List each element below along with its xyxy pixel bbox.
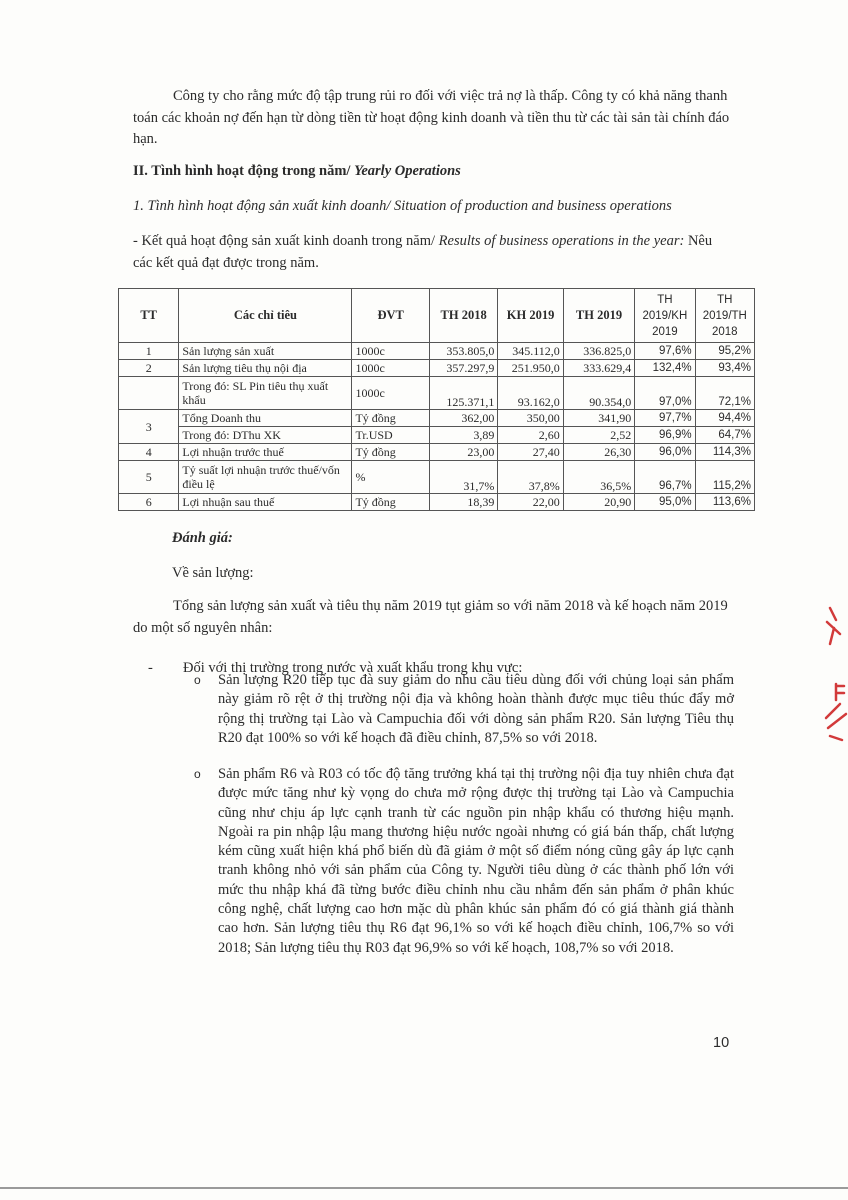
cell-indicator: Lợi nhuận sau thuế [179,494,352,511]
cell-tt: 5 [119,461,179,494]
cell-unit: 1000c [352,360,429,377]
cell-unit: % [352,461,429,494]
table-row [119,444,755,461]
cell-tt: 1 [119,343,179,360]
domestic-export-text: Đối với thị trường trong nước và xuất khẩu trong khu vực: [183,660,523,676]
header-kh2019: KH 2019 [498,289,563,343]
cell-ratio-prev: 95,2% [695,343,754,360]
header-indicator: Các chỉ tiêu [179,289,352,343]
scan-bottom-edge [0,1187,848,1189]
cell-ratio-prev: 94,4% [695,410,754,427]
cell-tt: 6 [119,494,179,511]
circle-bullet-icon: o [194,673,201,687]
page-number: 10 [713,1035,730,1051]
cell-unit: Tỷ đồng [352,410,429,427]
cell-kh2019: 251.950,0 [498,360,563,377]
table-row [119,410,755,427]
table-row [119,427,755,444]
table-row [119,377,755,410]
cell-ratio-plan: 96,9% [635,427,695,444]
cell-th2018: 125.371,1 [429,377,497,410]
cell-th2018: 362,00 [429,410,497,427]
table-row [119,461,755,494]
cell-unit: Tỷ đồng [352,494,429,511]
cell-tt: 3 [119,410,179,444]
cell-ratio-plan: 97,7% [635,410,695,427]
cell-ratio-prev: 72,1% [695,377,754,410]
cell-kh2019: 350,00 [498,410,563,427]
header-ratio-plan: TH 2019/KH 2019 [635,289,695,343]
cell-ratio-plan: 132,4% [635,360,695,377]
intro-paragraph: Công ty cho rằng mức độ tập trung rủi ro đối với việc trả nợ là thấp. Công ty có khả năng thanh toán các khoản nợ đến hạn từ dòng tiền từ hoạt động kinh doanh và tiền thu từ các tài sản tài chính đáo hạn. [133,88,730,147]
cell-kh2019: 345.112,0 [498,343,563,360]
cell-unit: Tr.USD [352,427,429,444]
cell-ratio-plan: 96,0% [635,444,695,461]
cell-indicator: Sản lượng sản xuất [179,343,352,360]
section-heading-vi: II. Tình hình hoạt động trong năm/ [133,163,355,179]
results-intro-vi: - Kết quả hoạt động sản xuất kinh doanh trong năm/ [133,233,439,249]
cell-indicator: Trong đó: DThu XK [179,427,352,444]
results-intro-en: Results of business operations in the year: [438,233,685,249]
cell-ratio-plan: 97,6% [635,343,695,360]
cell-ratio-plan: 97,0% [635,377,695,410]
table-header-row [119,289,755,343]
cell-indicator: Trong đó: SL Pin tiêu thụ xuất khẩu [179,377,352,410]
cell-th2019: 90.354,0 [563,377,634,410]
cell-unit: 1000c [352,377,429,410]
cell-ratio-prev: 64,7% [695,427,754,444]
cell-tt: 2 [119,360,179,377]
cell-ratio-prev: 115,2% [695,461,754,494]
table-row [119,494,755,511]
cell-kh2019: 27,40 [498,444,563,461]
cell-ratio-plan: 96,7% [635,461,695,494]
cell-ratio-plan: 95,0% [635,494,695,511]
header-ratio-prev: TH 2019/TH 2018 [695,289,754,343]
cell-tt: 4 [119,444,179,461]
header-tt: TT [119,289,179,343]
cell-ratio-prev: 114,3% [695,444,754,461]
cell-unit: 1000c [352,343,429,360]
cell-th2018: 23,00 [429,444,497,461]
cell-kh2019: 2,60 [498,427,563,444]
evaluation-heading: Đánh giá: [172,530,233,546]
cell-th2018: 353.805,0 [429,343,497,360]
header-unit: ĐVT [352,289,429,343]
cell-th2018: 31,7% [429,461,497,494]
dash-bullet: - [148,660,153,676]
results-intro [133,231,733,274]
subsection-heading: 1. Tình hình hoạt động sản xuất kinh doanh/ Situation of production and business operations [133,198,672,214]
circle-bullet-icon: o [194,767,201,781]
cell-th2018: 357.297,9 [429,360,497,377]
cell-th2019: 26,30 [563,444,634,461]
cell-indicator: Sản lượng tiêu thụ nội địa [179,360,352,377]
cell-th2019: 336.825,0 [563,343,634,360]
cell-indicator: Tỷ suất lợi nhuận trước thuế/vốn điều lệ [179,461,352,494]
results-intro-note: Nêu các kết quả đạt được trong năm. [133,233,713,271]
header-th2019: TH 2019 [563,289,634,343]
cell-indicator: Lợi nhuận trước thuế [179,444,352,461]
section-heading [133,163,461,180]
cell-kh2019: 22,00 [498,494,563,511]
cell-indicator: Tổng Doanh thu [179,410,352,427]
red-stamp-fragment [816,600,848,750]
cell-th2019: 341,90 [563,410,634,427]
cell-th2019: 36,5% [563,461,634,494]
cell-ratio-prev: 93,4% [695,360,754,377]
total-output-paragraph: Tổng sản lượng sản xuất và tiêu thụ năm 2019 tụt giảm so với năm 2018 và kế hoạch năm 2019 do một số nguyên nhân: [133,598,728,636]
cell-th2018: 3,89 [429,427,497,444]
table-row [119,343,755,360]
cell-th2019: 20,90 [563,494,634,511]
section-heading-en: Yearly Operations [354,163,461,179]
table-row [119,360,755,377]
cell-ratio-prev: 113,6% [695,494,754,511]
cell-unit: Tỷ đồng [352,444,429,461]
business-results-table [118,288,755,511]
cell-tt [119,377,179,410]
sub-bullet-r6-r03-text: Sản phẩm R6 và R03 có tốc độ tăng trưởng khá tại thị trường nội địa tuy nhiên chưa đạt được mức tăng như kỳ vọng do chưa mở rộng được thị trường tại Lào và Campuchia cũng như chịu áp lực cạnh tranh từ các nguồn pin nhập khẩu có thương hiệu mạnh. Ngoài ra pin nhập lậu mang thương hiệu nước ngoài nhưng có giá bán thấp, chất lượng kém cũng xuất hiện khá phổ biến dù đã giảm ở một số điểm nóng cũng gây áp lực cạnh tranh không nhỏ với sản phẩm của Công ty. Người tiêu dùng ở các thành phố lớn với mức thu nhập khá đã từng bước điều chỉnh nhu cầu nhắm đến sản phẩm ở phân khúc công nghệ, chất lượng cao hơn mặc dù phân khúc sản phẩm đó có giá thành giá thành cao hơn. Sản lượng tiêu thụ R6 đạt 96,1% so với kế hoạch điều chỉnh, 106,7% so với 2018; Sản lượng tiêu thụ R03 đạt 96,9% so với kế hoạch, 108,7% so với 2018. [218,766,734,956]
header-th2018: TH 2018 [429,289,497,343]
cell-kh2019: 93.162,0 [498,377,563,410]
cell-th2019: 333.629,4 [563,360,634,377]
cell-th2019: 2,52 [563,427,634,444]
cell-kh2019: 37,8% [498,461,563,494]
cell-th2018: 18,39 [429,494,497,511]
output-heading: Về sản lượng: [172,565,254,581]
sub-bullet-r20-text: Sản lượng R20 tiếp tục đà suy giảm do nhu cầu tiêu dùng đối với chủng loại sản phẩm này giảm rõ rệt ở thị trường nội địa và không hoàn thành được mục tiêu thúc đẩy mở rộng thị trường tại Lào và Campuchia đối với dòng sản phẩm R20. Sản lượng Tiêu thụ R20 đạt 100% so với kế hoạch đã điều chỉnh, 87,5% so với 2018. [218,672,734,746]
